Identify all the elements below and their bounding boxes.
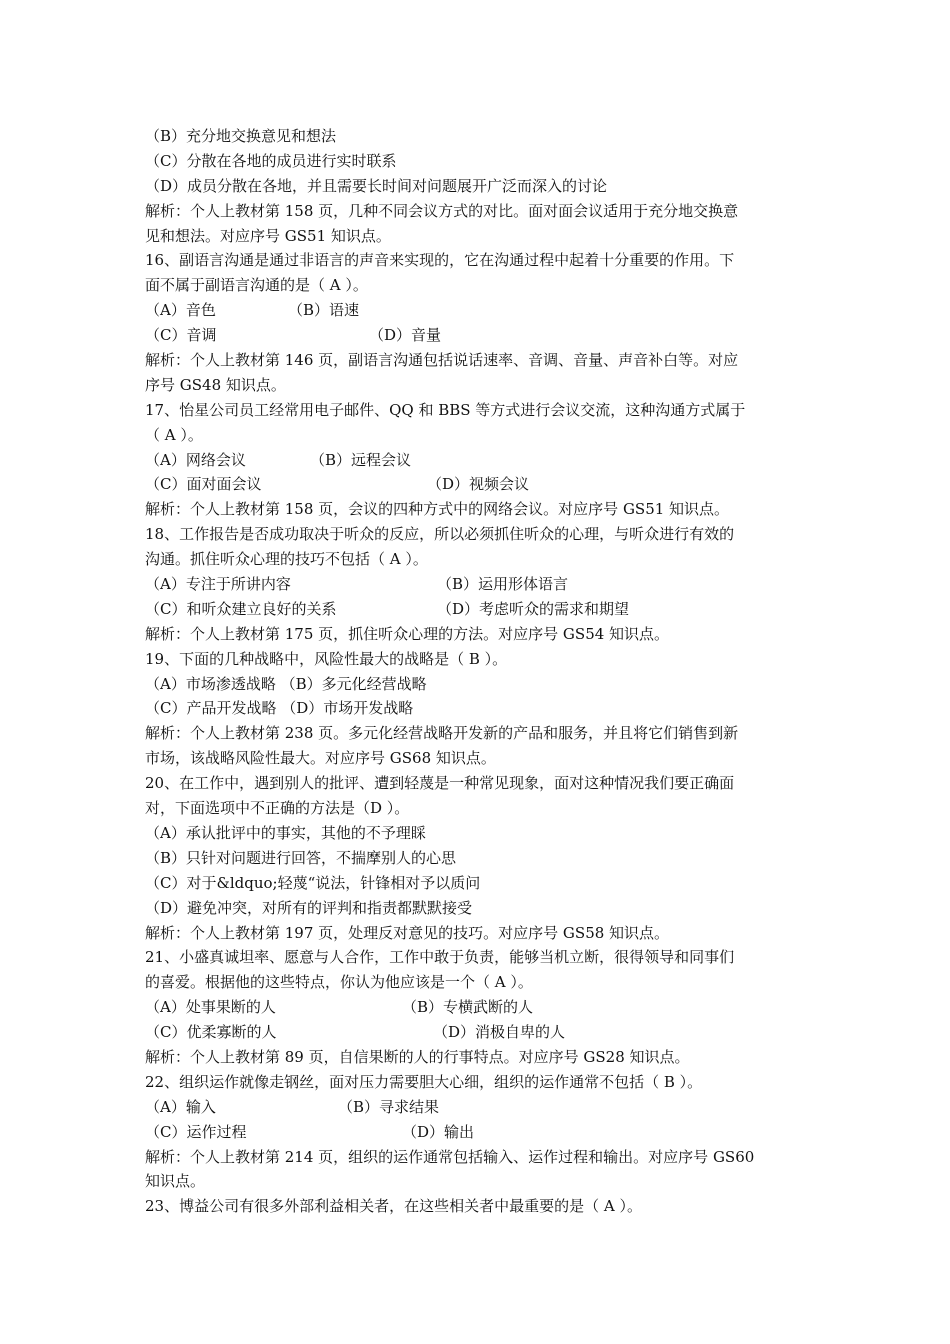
text-line: （C）产品开发战略 （D）市场开发战略 — [145, 699, 414, 718]
option-row — [145, 597, 810, 622]
text-line: （ A ）。 — [145, 425, 203, 444]
document-body — [145, 124, 810, 1219]
option-text: （D）输出 — [402, 1122, 475, 1141]
text-line: （D）避免冲突，对所有的评判和指责都默默接受 — [145, 898, 473, 917]
text-line: （A）承认批评中的事实，其他的不予理睬 — [145, 823, 426, 842]
option-row — [145, 448, 810, 473]
option-text: （C）和听众建立良好的关系 — [145, 599, 337, 618]
option-row — [145, 572, 810, 597]
text-line: 见和想法。对应序号 GS51 知识点。 — [145, 226, 391, 245]
option-text: （D）消极自卑的人 — [433, 1023, 566, 1042]
option-text: （B）寻求结果 — [338, 1097, 440, 1116]
text-line: 20、在工作中，遇到别人的批评、遭到轻蔑是一种常见现象，面对这种情况我们要正确面 — [145, 774, 735, 793]
option-text: （D）考虑听众的需求和期望 — [437, 599, 630, 618]
text-line: 17、怡星公司员工经常用电子邮件、QQ 和 BBS 等方式进行会议交流，这种沟通方式属于 — [145, 400, 746, 419]
option-text: （D）视频会议 — [427, 475, 530, 494]
text-line: 23、博益公司有很多外部利益相关者，在这些相关者中最重要的是（ A ）。 — [145, 1197, 642, 1216]
text-line: 沟通。抓住听众心理的技巧不包括（ A ）。 — [145, 550, 428, 569]
text-line: 解析：个人上教材第 197 页，处理反对意见的技巧。对应序号 GS58 知识点。 — [145, 923, 670, 942]
option-text: （C）运作过程 — [145, 1122, 247, 1141]
text-line: 市场，该战略风险性最大。对应序号 GS68 知识点。 — [145, 749, 496, 768]
option-row — [145, 995, 810, 1020]
option-text: （A）网络会议 — [145, 450, 246, 469]
text-line: （C）对于&ldquo;轻蔑“说法，针锋相对予以质问 — [145, 873, 481, 892]
option-text: （C）面对面会议 — [145, 475, 262, 494]
text-line: 面不属于副语言沟通的是（ A ）。 — [145, 276, 368, 295]
text-line: 21、小盛真诚坦率、愿意与人合作，工作中敢于负责，能够当机立断，很得领导和同事们 — [145, 948, 735, 967]
option-row — [145, 1120, 810, 1145]
text-line: （B）充分地交换意见和想法 — [145, 127, 337, 145]
option-row — [145, 472, 810, 497]
text-line: 解析：个人上教材第 214 页，组织的运作通常包括输入、运作过程和输出。对应序号 GS60 — [145, 1147, 755, 1166]
text-line: 18、工作报告是否成功取决于听众的反应，所以必须抓住听众的心理，与听众进行有效的 — [145, 525, 735, 544]
option-row — [145, 298, 810, 323]
text-line: 解析：个人上教材第 238 页。多元化经营战略开发新的产品和服务，并且将它们销售到新 — [145, 724, 739, 743]
option-text: （C）优柔寡断的人 — [145, 1023, 277, 1042]
option-row — [145, 323, 810, 348]
text-line: 序号 GS48 知识点。 — [145, 375, 286, 394]
option-text: （B）专横武断的人 — [402, 998, 534, 1017]
option-text: （A）音色 — [145, 301, 216, 320]
option-text: （B）运用形体语言 — [437, 575, 569, 594]
text-line: 解析：个人上教材第 175 页，抓住听众心理的方法。对应序号 GS54 知识点。 — [145, 624, 670, 643]
text-line: （C）分散在各地的成员进行实时联系 — [145, 151, 397, 170]
option-text: （C）音调 — [145, 326, 217, 345]
option-text: （B）远程会议 — [310, 450, 412, 469]
text-line: （D）成员分散在各地，并且需要长时间对问题展开广泛而深入的讨论 — [145, 176, 608, 195]
option-text: （A）专注于所讲内容 — [145, 575, 291, 594]
text-line: 知识点。 — [145, 1172, 206, 1191]
text-line: 解析：个人上教材第 146 页，副语言沟通包括说话速率、音调、音量、声音补白等。对应 — [145, 351, 739, 370]
option-row — [145, 1095, 810, 1120]
option-text: （A）输入 — [145, 1097, 216, 1116]
text-line: 对，下面选项中不正确的方法是（D ）。 — [145, 799, 410, 818]
text-line: （B）只针对问题进行回答，不揣摩别人的心思 — [145, 848, 457, 867]
option-text: （A）处事果断的人 — [145, 998, 276, 1017]
text-line: 16、副语言沟通是通过非语言的声音来实现的，它在沟通过程中起着十分重要的作用。下 — [145, 251, 735, 270]
option-row — [145, 1020, 810, 1045]
text-line: 19、下面的几种战略中，风险性最大的战略是（ B ）。 — [145, 649, 508, 668]
option-text: （D）音量 — [369, 326, 442, 345]
text-line: 22、组织运作就像走钢丝，面对压力需要胆大心细，组织的运作通常不包括（ B ）。 — [145, 1072, 703, 1091]
text-line: 解析：个人上教材第 158 页，几种不同会议方式的对比。面对面会议适用于充分地交换意 — [145, 201, 739, 220]
text-line: 的喜爱。根据他的这些特点，你认为他应该是一个（ A ）。 — [145, 973, 533, 992]
text-line: 解析：个人上教材第 89 页，自信果断的人的行事特点。对应序号 GS28 知识点。 — [145, 1047, 690, 1066]
text-line: （A）市场渗透战略 （B）多元化经营战略 — [145, 674, 427, 693]
option-text: （B）语速 — [288, 301, 360, 320]
text-line: 解析：个人上教材第 158 页，会议的四种方式中的网络会议。对应序号 GS51 知识点。 — [145, 500, 730, 519]
